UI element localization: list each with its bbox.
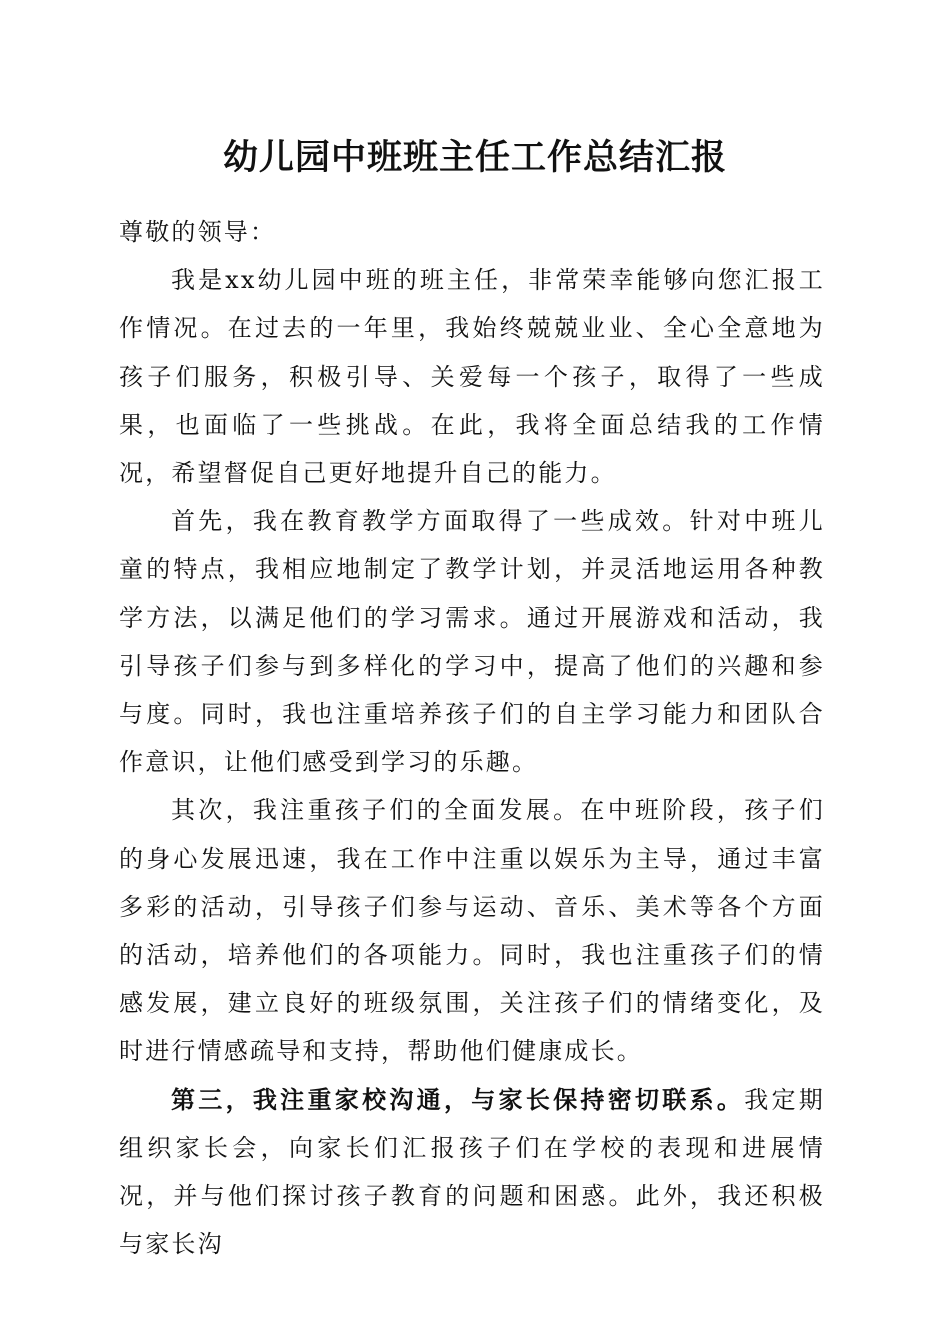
paragraph-home-school-rest: 我定期组织家长会，向家长们汇报孩子们在学校的表现和进展情况，并与他们探讨孩子教育的问题和困惑。此外，我还积极与家长沟 bbox=[119, 1085, 825, 1259]
document-body bbox=[119, 208, 825, 1268]
paragraph-development: 其次，我注重孩子们的全面发展。在中班阶段，孩子们的身心发展迅速，我在工作中注重以娱乐为主导，通过丰富多彩的活动，引导孩子们参与运动、音乐、美术等各个方面的活动，培养他们的各项能力。同时，我也注重孩子们的情感发展，建立良好的班级氛围，关注孩子们的情绪变化，及时进行情感疏导和支持，帮助他们健康成长。 bbox=[119, 796, 825, 1066]
paragraph-home-school bbox=[119, 1076, 825, 1269]
paragraph-teaching: 首先，我在教育教学方面取得了一些成效。针对中班儿童的特点，我相应地制定了教学计划，并灵活地运用各种教学方法，以满足他们的学习需求。通过开展游戏和活动，我引导孩子们参与到多样化的学习中，提高了他们的兴趣和参与度。同时，我也注重培养孩子们的自主学习能力和团队合作意识，让他们感受到学习的乐趣。 bbox=[119, 507, 825, 777]
paragraph-intro: 我是xx幼儿园中班的班主任，非常荣幸能够向您汇报工作情况。在过去的一年里，我始终兢兢业业、全心全意地为孩子们服务，积极引导、关爱每一个孩子，取得了一些成果，也面临了一些挑战。在此，我将全面总结我的工作情况，希望督促自己更好地提升自己的能力。 bbox=[119, 266, 825, 488]
document-title: 幼儿园中班班主任工作总结汇报 bbox=[222, 137, 727, 178]
paragraph-home-school-lead: 第三，我注重家校沟通，与家长保持密切联系。 bbox=[171, 1084, 745, 1114]
salutation: 尊敬的领导： bbox=[119, 218, 277, 246]
